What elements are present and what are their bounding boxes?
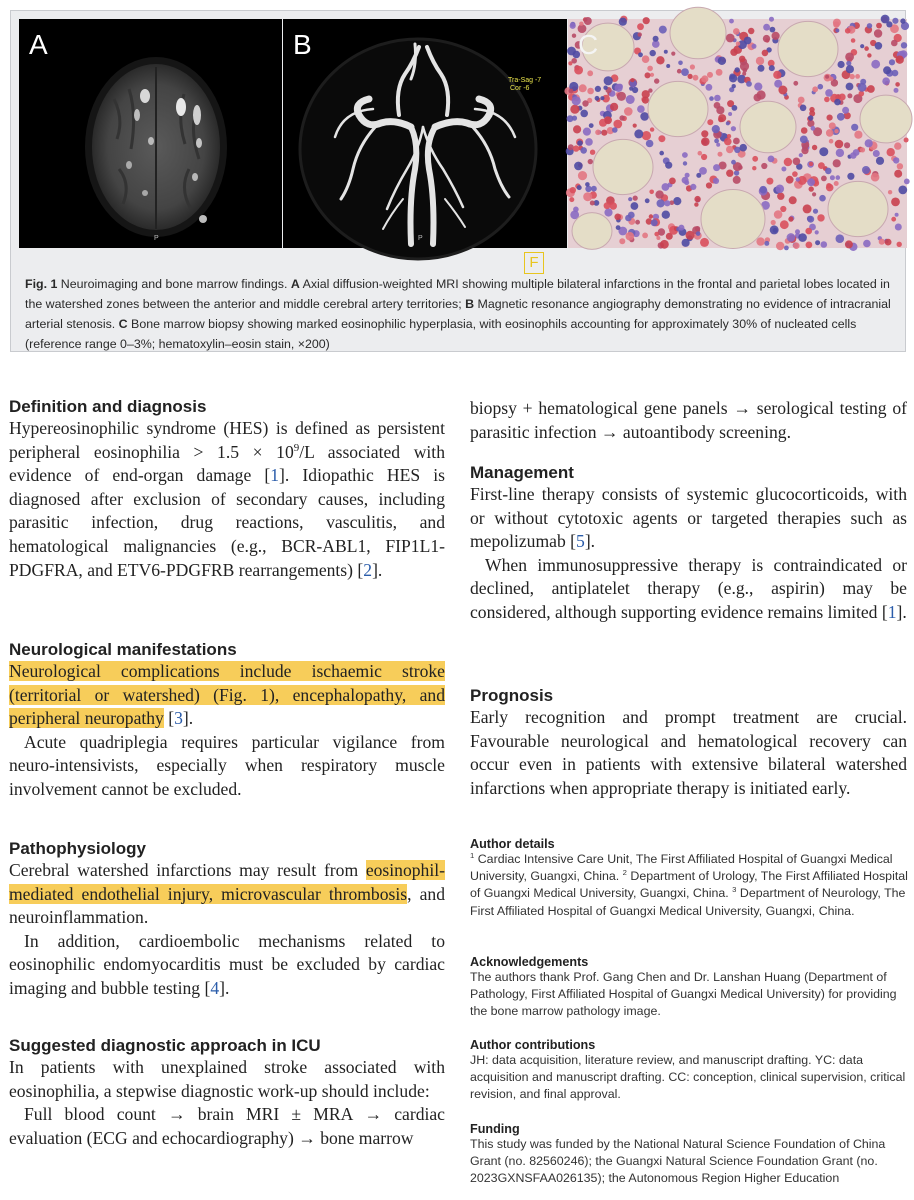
affiliation-text: Department of Urology, The First Affiliated Hospital of Guangxi Medical University, Guangxi, China.: [470, 869, 908, 901]
definition-text-2: /L associated with evidence of end-organ damage [: [9, 441, 445, 486]
affiliation-number: 1: [470, 850, 475, 860]
caption-intro: Neuroimaging and bone marrow findings.: [57, 277, 291, 291]
author-contributions: [470, 1038, 910, 1104]
patho-paragraph-2: [9, 930, 445, 1001]
figure-panel-a: [19, 19, 282, 248]
management-text-4: ].: [896, 601, 907, 622]
figure-1: [10, 10, 906, 352]
section-heading-prognosis: Prognosis: [470, 686, 554, 705]
contributions-text: JH: data acquisition, literature review, and manuscript drafting. YC: data acquisition and manuscript drafting. CC: conception, clinical supervision, critical revision, and final approval.: [470, 1053, 906, 1102]
author-details: [470, 837, 910, 920]
funding-text: This study was funded by the National Natural Science Foundation of China Grant (no. 82560246); the Guangxi Natural Science Foundation Grant (no. 2023GXNSFAA026135); the Autonomous Region Higher Education: [470, 1137, 886, 1186]
section-heading-patho: Pathophysiology: [9, 839, 146, 858]
contributions-heading: Author contributions: [470, 1038, 596, 1052]
approach-paragraph-2: Full blood count → brain MRI ± MRA → cardiac evaluation (ECG and echocardiography) → bone marrow: [9, 1104, 445, 1148]
caption-a-text: Axial diffusion-weighted MRI showing multiple bilateral infarctions in the frontal and parietal lobes located in the watershed zones between the anterior and middle cerebral artery territories;: [25, 277, 890, 311]
management-paragraph-2: [470, 554, 907, 625]
author-details-text: [470, 851, 910, 920]
acknowledgements-text: The authors thank Prof. Gang Chen and Dr. Lanshan Huang (Department of Pathology, First Affiliated Hospital of Guangxi Medical University) for providing the bone marrow pathology image.: [470, 970, 897, 1019]
neuro-paragraph-1: [9, 660, 445, 731]
panel-label-c: C: [578, 29, 599, 60]
mra-bottom-label: P: [418, 235, 423, 242]
figure-panel-c: [568, 19, 907, 248]
management-text-3: When immunosuppressive therapy is contraindicated or declined, antiplatelet therapy (e.g., aspirin) may be considered, although supporting evidence remains limited [: [470, 554, 907, 622]
mra-corner-label: F: [524, 252, 544, 274]
bone-marrow-histology-image: [568, 19, 907, 248]
affiliation-number: 3: [732, 885, 737, 895]
affiliation-text: Cardiac Intensive Care Unit, The First Affiliated Hospital of Guangxi Medical University, Guangxi, China.: [470, 852, 893, 884]
exponent: 9: [293, 441, 300, 454]
prognosis-paragraph: Early recognition and prompt treatment are crucial. Favourable neurological and hematological recovery can occur even in patients with extensive bilateral watershed infarctions when appropriate therapy is initiated early.: [470, 707, 907, 798]
section-approach: [9, 1036, 445, 1150]
approach-continuation: biopsy + hematological gene panels → serological testing of parasitic infection → autoantibody screening.: [470, 398, 907, 442]
management-text-2: ].: [584, 531, 596, 552]
reference-link-5[interactable]: 5: [576, 531, 585, 552]
patho-text-3: In addition, cardioembolic mechanisms related to eosinophilic endomyocarditis must be excluded by cardiac imaging and bubble testing [: [9, 930, 445, 998]
section-patho: [9, 839, 445, 1001]
acknowledgements-heading: Acknowledgements: [470, 955, 589, 969]
patho-text-1: Cerebral watershed infarctions may result from: [9, 860, 366, 880]
section-management: [470, 463, 907, 625]
patho-text-4: ].: [219, 977, 230, 998]
highlighted-text: Neurological complications include ischaemic stroke (territorial or watershed) (Fig. 1), encephalopathy, and peripheral neuropathy: [9, 661, 445, 729]
neuro-paragraph-2: Acute quadriplegia requires particular vigilance from neuro-intensivists, especially when respiratory muscle involvement cannot be excluded.: [9, 731, 445, 799]
reference-link-3[interactable]: 3: [174, 708, 183, 729]
mra-orientation-line2: Cor -6: [510, 85, 530, 92]
acknowledgements: [470, 955, 910, 1021]
section-heading-neuro: Neurological manifestations: [9, 640, 237, 659]
caption-b-text: Magnetic resonance angiography demonstrating no evidence of intracranial arterial stenosis.: [25, 297, 891, 331]
affiliation-text: Department of Neurology, The First Affiliated Hospital of Guangxi Medical University, Guangxi, China.: [470, 886, 906, 918]
figure-panel-b: [283, 19, 567, 271]
definition-text-3: ]. Idiopathic HES is diagnosed after exclusion of secondary causes, including parasitic infection, drug reactions, vasculitis, and hematological malignancies (e.g., BCR-ABL1, FIP1L1-PDGFRA, and ETV6-PDGFRB rearrangements) [: [9, 465, 445, 580]
neuro-ref-close: ].: [182, 708, 194, 729]
reference-link-2[interactable]: 2: [363, 559, 373, 580]
caption-c-text: Bone marrow biopsy showing marked eosinophilic hyperplasia, with eosinophils accounting for approximately 30% of nucleated cells (reference range 0–3%; hematoxylin–eosin stain, ×200): [25, 317, 857, 351]
patho-paragraph-1: [9, 859, 445, 930]
neuro-ref-open: [: [163, 708, 175, 729]
panel-label-b: B: [293, 29, 312, 60]
author-details-heading: Author details: [470, 837, 555, 851]
patho-text-2: , and neuroinflammation.: [9, 883, 445, 928]
reference-link-1b[interactable]: 1: [887, 601, 897, 622]
definition-paragraph: [9, 417, 445, 582]
affiliation-number: 2: [622, 868, 627, 878]
section-neuro: [9, 640, 445, 802]
management-paragraph-1: [470, 483, 907, 554]
caption-c-label: C: [118, 317, 128, 331]
reference-link-4[interactable]: 4: [210, 977, 220, 998]
mra-orientation-line1: Tra-Sag -7: [508, 77, 542, 84]
section-prognosis: [470, 686, 907, 800]
caption-a-label: A: [290, 277, 300, 291]
section-heading-approach: Suggested diagnostic approach in ICU: [9, 1036, 321, 1055]
figure-label: Fig. 1: [25, 277, 58, 291]
reference-link-1[interactable]: 1: [270, 465, 280, 486]
management-text-1: First-line therapy consists of systemic glucocorticoids, with or without cytotoxic agents or targeted therapies such as mepolizumab [: [470, 484, 907, 552]
caption-b-label: B: [465, 297, 475, 311]
panel-label-a: A: [29, 29, 48, 60]
approach-paragraph-1: In patients with unexplained stroke associated with eosinophilia, a stepwise diagnostic work-up should include:: [9, 1057, 445, 1101]
definition-text-1: Hypereosinophilic syndrome (HES) is defined as persistent peripheral eosinophilia > 1.5 × 10: [9, 418, 445, 462]
mra-image: [283, 19, 567, 248]
figure-caption: [25, 274, 895, 354]
funding-heading: Funding: [470, 1122, 520, 1136]
highlighted-text: eosinophil-mediated endothelial injury, microvascular thrombosis: [9, 860, 445, 904]
funding: [470, 1122, 910, 1188]
section-definition: [9, 397, 445, 582]
panel-a-orientation-label: P: [154, 235, 159, 242]
section-heading-management: Management: [470, 463, 574, 482]
approach-continued: [470, 397, 907, 444]
section-heading-definition: Definition and diagnosis: [9, 397, 207, 416]
definition-text-4: ].: [372, 559, 383, 580]
mri-dwi-image: [19, 19, 282, 248]
